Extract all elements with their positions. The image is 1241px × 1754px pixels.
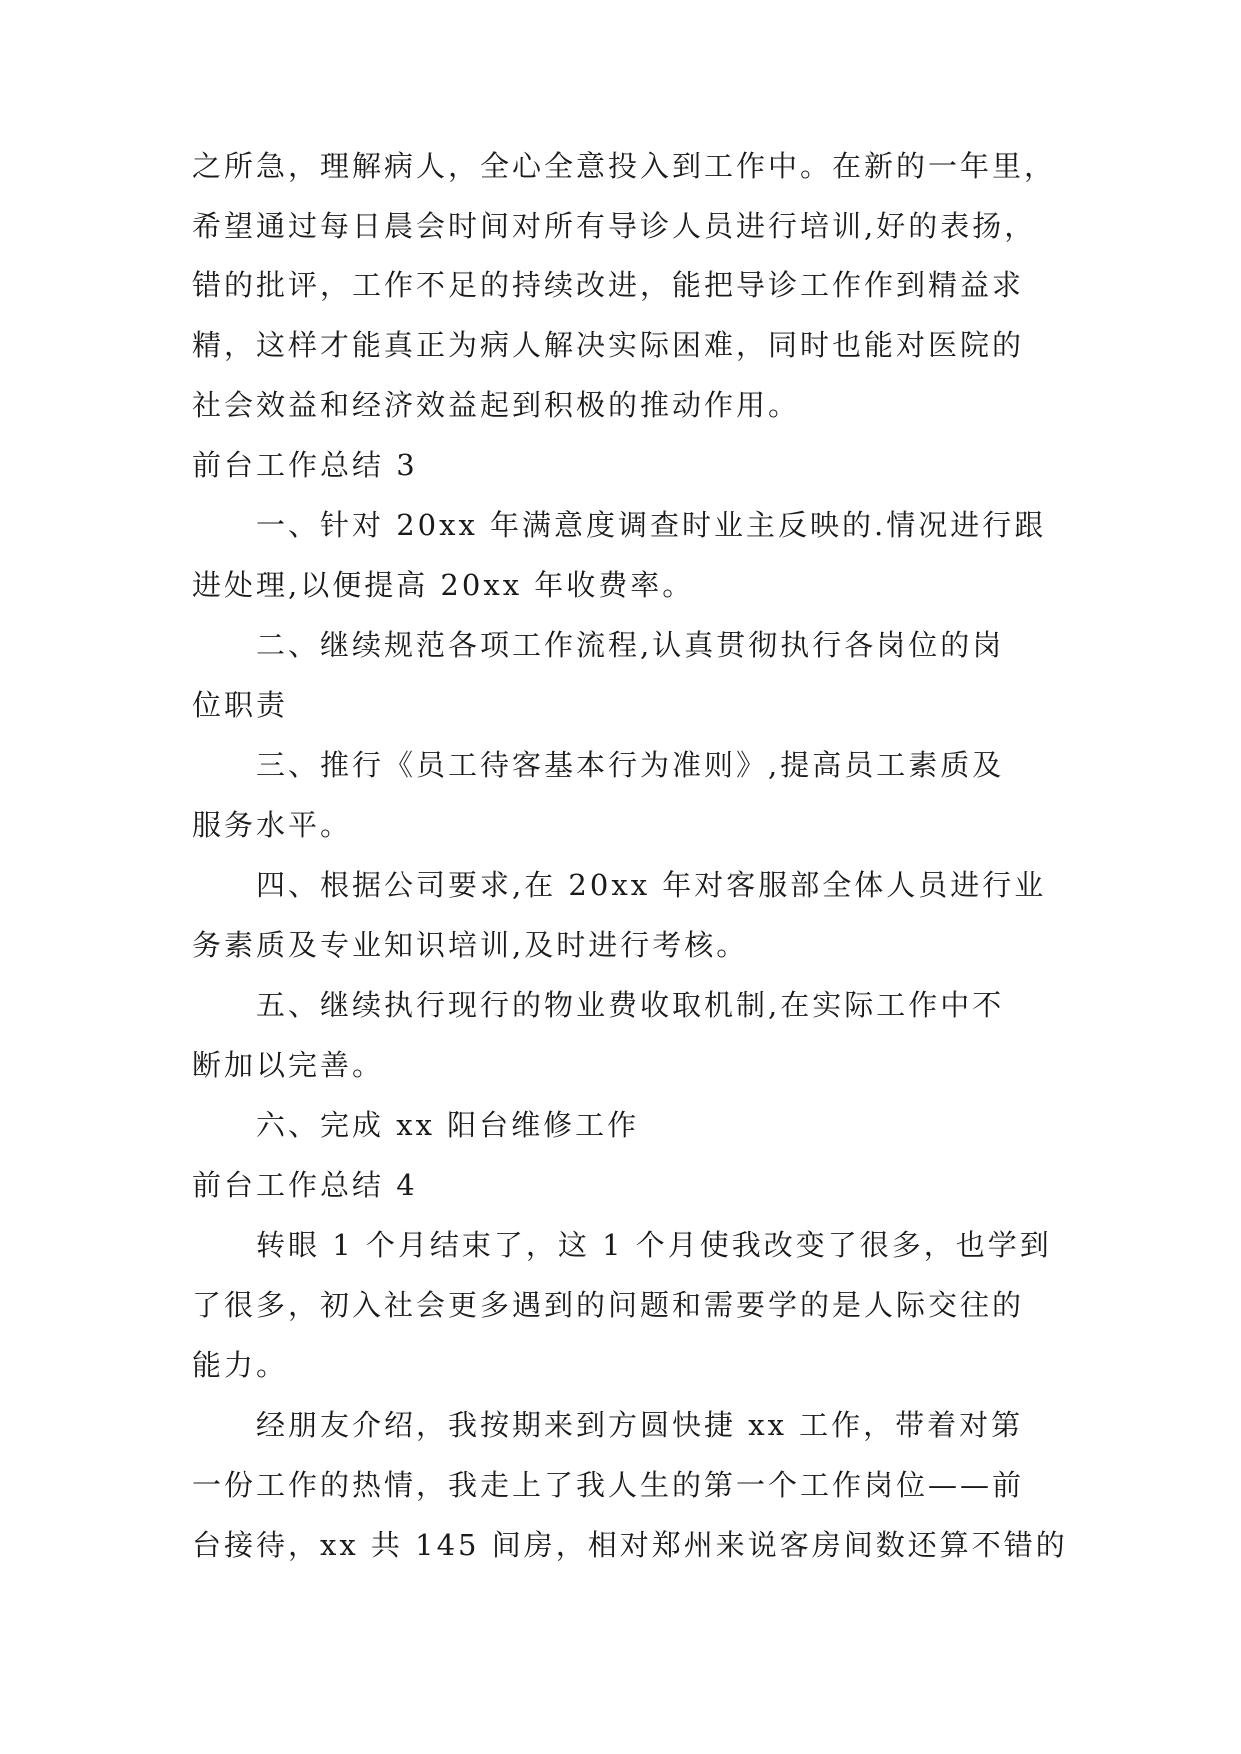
text-line: 错的批评，工作不足的持续改进，能把导诊工作作到精益求 <box>192 268 1025 302</box>
text-line: 三、推行《员工待客基本行为准则》,提高员工素质及 <box>256 748 1005 782</box>
text-line: 一份工作的热情，我走上了我人生的第一个工作岗位——前 <box>192 1468 1025 1502</box>
text-line: 台接待，xx 共 145 间房，相对郑州来说客房间数还算不错的 <box>192 1528 1068 1562</box>
text-line: 能力。 <box>192 1348 289 1382</box>
text-line: 精，这样才能真正为病人解决实际困难，同时也能对医院的 <box>192 328 1025 362</box>
text-line: 进处理,以便提高 20xx 年收费率。 <box>192 568 695 602</box>
text-line: 之所急，理解病人，全心全意投入到工作中。在新的一年里， <box>192 149 1057 183</box>
text-line: 服务水平。 <box>192 808 353 842</box>
text-line: 了很多，初入社会更多遇到的问题和需要学的是人际交往的 <box>192 1288 1025 1322</box>
text-line: 希望通过每日晨会时间对所有导诊人员进行培训,好的表扬， <box>192 209 1037 243</box>
text-line: 经朋友介绍，我按期来到方圆快捷 xx 工作，带着对第 <box>256 1408 1024 1442</box>
text-line: 四、根据公司要求,在 20xx 年对客服部全体人员进行业 <box>256 868 1047 902</box>
text-line: 社会效益和经济效益起到积极的推动作用。 <box>192 388 801 422</box>
text-line: 五、继续执行现行的物业费收取机制,在实际工作中不 <box>256 988 1005 1022</box>
text-line: 位职责 <box>192 688 289 722</box>
section-heading: 前台工作总结 3 <box>192 448 418 482</box>
section-heading: 前台工作总结 4 <box>192 1168 418 1202</box>
text-line: 一、针对 20xx 年满意度调查时业主反映的.情况进行跟 <box>256 508 1047 542</box>
text-line: 二、继续规范各项工作流程,认真贯彻执行各岗位的岗 <box>256 628 1005 662</box>
text-line: 务素质及专业知识培训,及时进行考核。 <box>192 928 749 962</box>
text-line: 六、完成 xx 阳台维修工作 <box>256 1108 640 1142</box>
text-line: 转眼 1 个月结束了，这 1 个月使我改变了很多，也学到 <box>256 1228 1052 1262</box>
text-line: 断加以完善。 <box>192 1048 385 1082</box>
